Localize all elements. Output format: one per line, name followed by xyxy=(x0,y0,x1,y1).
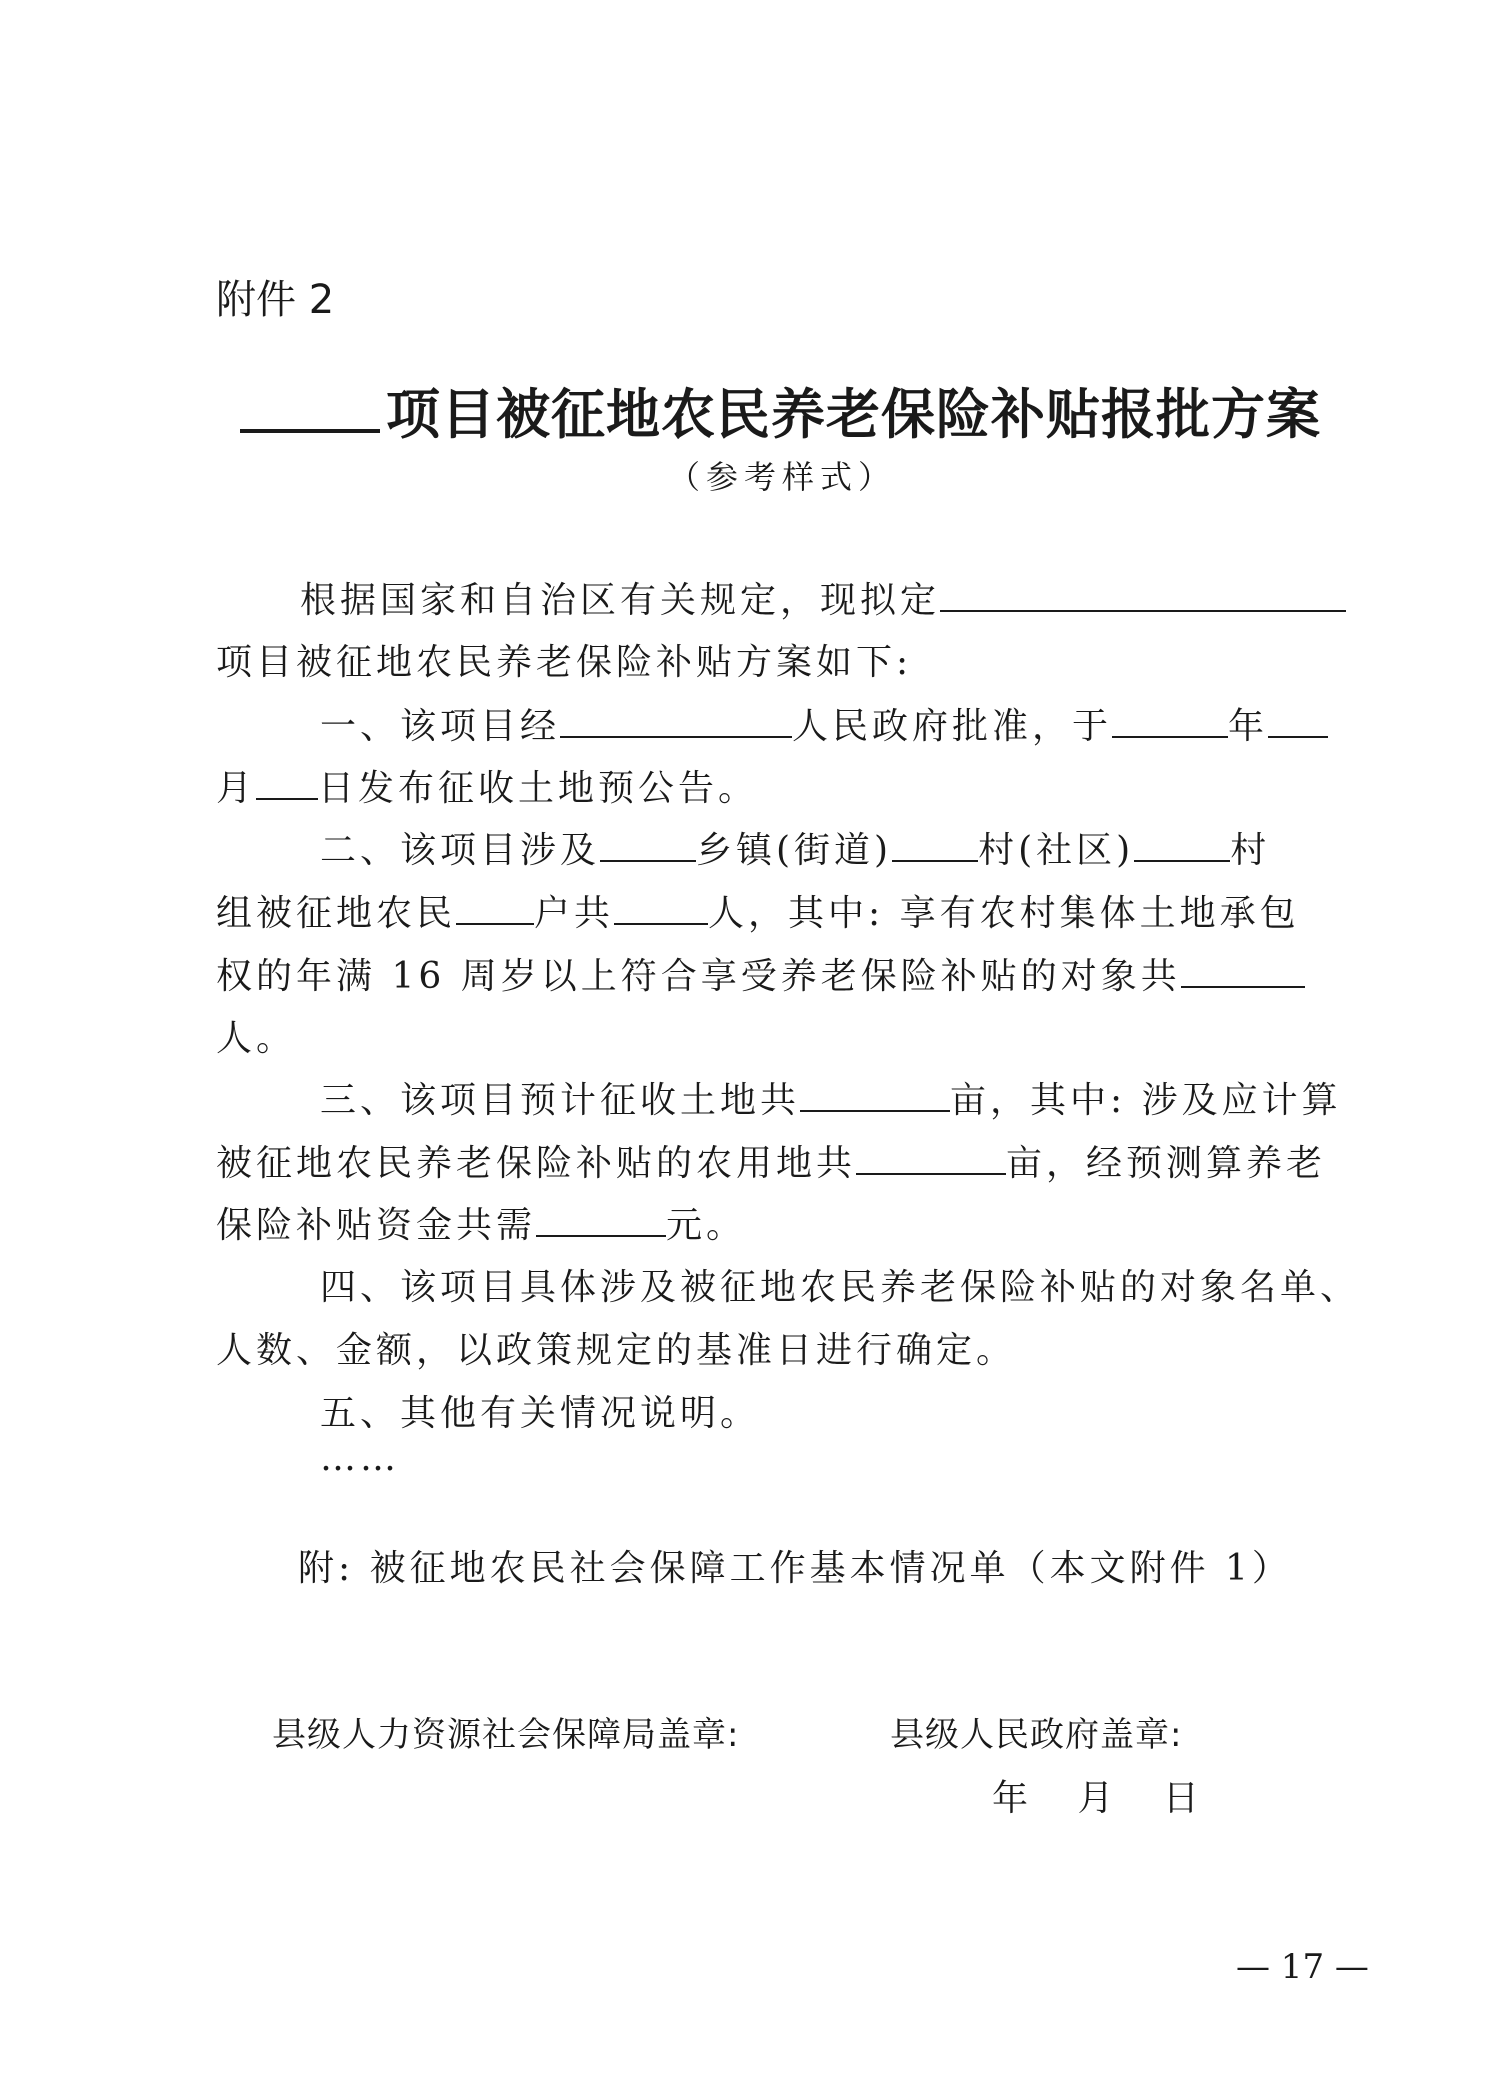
s1-text-e: 日发布征收土地预公告。 xyxy=(318,768,759,809)
section-5: 五、其他有关情况说明。 xyxy=(320,1393,761,1434)
funds-blank xyxy=(536,1199,666,1237)
s2-text-b: 乡镇(街道) xyxy=(696,830,893,871)
s3-text-f: 元。 xyxy=(666,1205,747,1246)
s1-text-b: 人民政府批准，于 xyxy=(792,706,1113,747)
s2-text-h: 权的年满 16 周岁以上符合享受养老保险补贴的对象共 xyxy=(216,956,1181,997)
s3-text-a: 三、该项目预计征收土地共 xyxy=(320,1080,801,1121)
section-1-line-1 xyxy=(320,698,1328,749)
document-title xyxy=(240,372,1321,449)
town-blank xyxy=(600,824,696,862)
section-3-line-1 xyxy=(320,1072,1342,1123)
s3-text-b: 亩，其中: 涉及应计算 xyxy=(950,1080,1342,1121)
section-2-line-3 xyxy=(216,948,1305,999)
s2-text-g: 人，其中: 享有农村集体土地承包 xyxy=(708,893,1300,934)
government-seal-label: 县级人民政府盖章: xyxy=(890,1715,1183,1755)
project-name-blank xyxy=(940,574,1346,612)
section-2-line-1 xyxy=(320,822,1270,873)
title-text: 项目被征地农民养老保险补贴报批方案 xyxy=(386,383,1321,446)
intro-line-2: 项目被征地农民养老保险补贴方案如下: xyxy=(216,642,913,683)
eligible-persons-blank xyxy=(1181,950,1305,988)
section-4-line-2: 人数、金额，以政策规定的基准日进行确定。 xyxy=(216,1330,1017,1371)
households-blank xyxy=(456,887,534,925)
s2-text-a: 二、该项目涉及 xyxy=(320,830,601,871)
s2-text-e: 组被征地农民 xyxy=(216,893,457,934)
section-3-line-2 xyxy=(216,1135,1326,1186)
total-land-blank xyxy=(800,1074,950,1112)
section-2-line-2 xyxy=(216,885,1300,936)
document-subtitle: （参考样式） xyxy=(668,458,897,496)
attachment-label: 附件 2 xyxy=(216,277,335,323)
intro-text: 根据国家和自治区有关规定，现拟定 xyxy=(300,580,941,621)
section-1-line-2 xyxy=(216,760,758,811)
s3-text-d: 亩，经预测算养老 xyxy=(1006,1143,1327,1184)
attachment-note: 附: 被征地农民社会保障工作基本情况单（本文附件 1） xyxy=(298,1548,1292,1589)
persons-blank xyxy=(614,887,708,925)
farmland-blank xyxy=(856,1137,1006,1175)
ellipsis: …… xyxy=(320,1438,400,1479)
date-line: 年 月 日 xyxy=(992,1778,1203,1819)
section-4-line-1: 四、该项目具体涉及被征地农民养老保险补贴的对象名单、 xyxy=(320,1267,1361,1308)
s1-text-d: 月 xyxy=(216,768,257,809)
s2-text-f: 户共 xyxy=(534,893,615,934)
s3-text-c: 被征地农民养老保险补贴的农用地共 xyxy=(216,1143,857,1184)
s1-text-a: 一、该项目经 xyxy=(320,706,561,747)
s2-text-c: 村(社区) xyxy=(978,830,1135,871)
s1-text-c: 年 xyxy=(1228,706,1269,747)
day-blank xyxy=(256,762,318,800)
title-project-blank xyxy=(240,381,380,433)
government-blank xyxy=(560,700,792,738)
hr-bureau-seal-label: 县级人力资源社会保障局盖章: xyxy=(272,1715,740,1755)
page-number: — 17 — xyxy=(1236,1947,1369,1987)
year-blank xyxy=(1112,700,1228,738)
month-blank-a xyxy=(1268,700,1328,738)
s3-text-e: 保险补贴资金共需 xyxy=(216,1205,537,1246)
group-blank xyxy=(1134,824,1230,862)
intro-line-1 xyxy=(300,572,1346,623)
section-3-line-3 xyxy=(216,1197,746,1248)
village-blank xyxy=(892,824,978,862)
section-2-line-4: 人。 xyxy=(216,1018,297,1059)
s2-text-d: 村 xyxy=(1230,830,1271,871)
